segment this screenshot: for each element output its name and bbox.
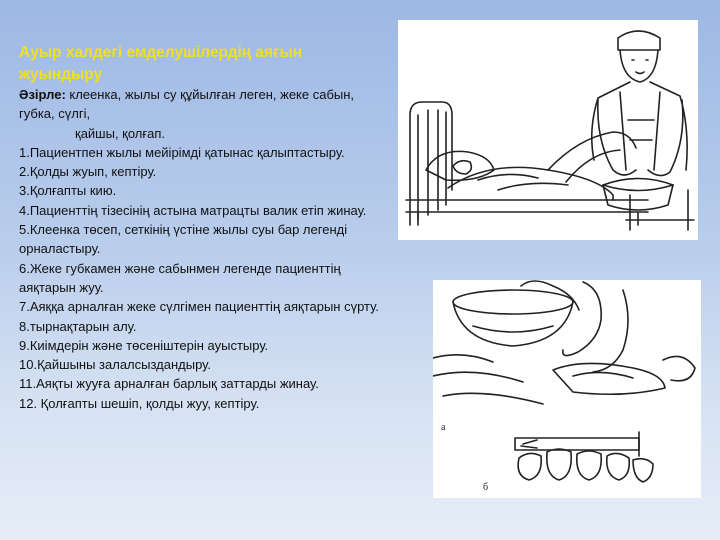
step-2: 2.Қолды жуып, кептіру.	[19, 164, 157, 180]
step-9: 9.Киімдерін және төсеніштерін ауыстыру.	[19, 337, 269, 353]
slide-body	[19, 85, 391, 413]
step-12: 12. Қолғапты шешіп, қолды жуу, кептіру.	[19, 395, 260, 411]
step-8: 8.тырнақтарын алу.	[19, 318, 137, 334]
step-3: 3.Қолғапты кию.	[19, 183, 117, 199]
step-10: 10.Қайшыны залалсыздандыру.	[19, 357, 211, 373]
step-7: 7.Аяққа арналған жеке сүлгімен пациенттің аяқтарын сүрту.	[19, 299, 379, 315]
figure-label-b: б	[483, 482, 489, 493]
prep-text-continued: қайшы, қолғап.	[75, 125, 166, 141]
prep-text: клеенка, жылы су құйылған леген, жеке сабын, губка, сүлгі,	[19, 87, 355, 122]
step-4: 4.Пациенттің тізесінің астына матрацты валик етіп жинау.	[19, 202, 367, 218]
figure-label-a: а	[441, 422, 446, 433]
nurse-washing-patient-feet-illustration	[398, 20, 698, 240]
slide-title: Ауыр халдегі емделушілердің аяғын жуындыру	[19, 44, 303, 83]
foot-washing-and-nail-trimming-illustration	[433, 280, 701, 498]
step-11: 11.Аяқты жууға арналған барлық заттарды жинау.	[19, 376, 319, 392]
prep-line	[19, 85, 391, 124]
step-5: 5.Клеенка төсеп, сеткінің үстіне жылы суы бар легенді орналастыру.	[19, 222, 348, 257]
step-1: 1.Пациентпен жылы мейірімді қатынас қалыптастыру.	[19, 144, 345, 160]
step-6: 6.Жеке губкамен және сабынмен легенде пациенттің аяқтарын жуу.	[19, 260, 341, 295]
prep-label: Әзірле:	[19, 87, 66, 102]
